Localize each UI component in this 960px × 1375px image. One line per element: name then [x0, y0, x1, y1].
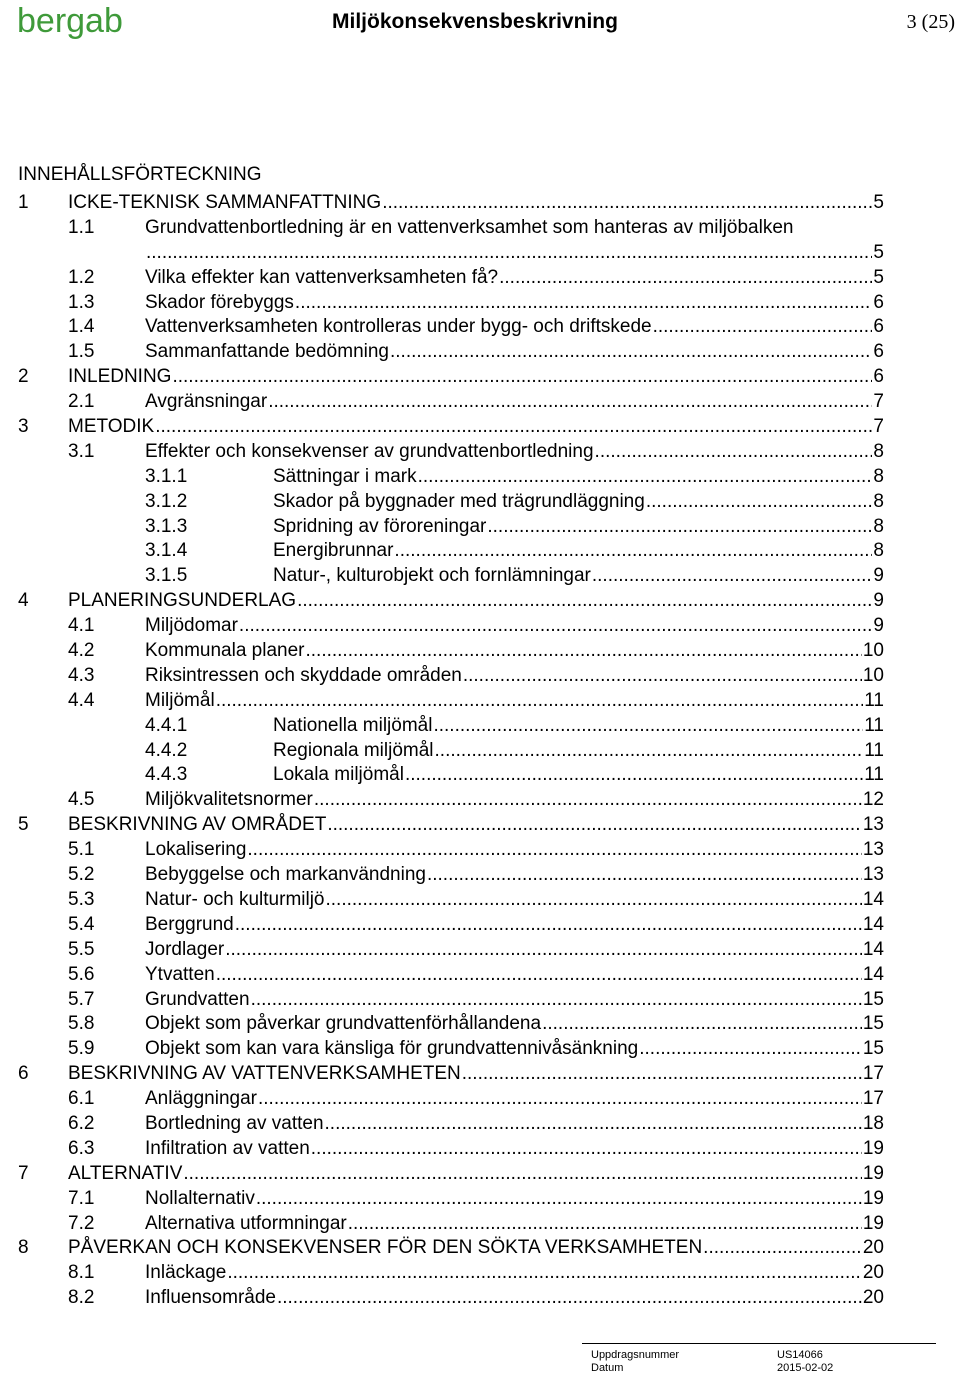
toc-entry-title: BESKRIVNING AV VATTENVERKSAMHETEN: [68, 1063, 461, 1085]
footer-value-assignment: US14066: [777, 1349, 823, 1361]
toc-entry-line: [273, 465, 884, 490]
toc-entry-title: METODIK: [68, 416, 155, 438]
toc-entry-page: 8: [873, 490, 884, 512]
toc-entry[interactable]: [0, 1037, 960, 1062]
toc-entry-line: [145, 1187, 884, 1212]
toc-entry-number: 6: [18, 1063, 29, 1085]
toc-entry[interactable]: [0, 1062, 960, 1087]
toc-entry-title: Effekter och konsekvenser av grundvattenbortledning: [145, 440, 594, 462]
toc-dot-leader: [435, 739, 864, 764]
toc-dot-leader: [227, 1261, 862, 1286]
bergab-logo: [17, 2, 129, 52]
toc-entry-title: Anläggningar: [145, 1088, 257, 1110]
toc-entry-number: 1.1: [68, 216, 95, 238]
toc-entry[interactable]: [0, 539, 960, 564]
toc-entry-number: 5.8: [68, 1013, 95, 1035]
toc-entry-number: 7.2: [68, 1212, 95, 1234]
toc-entry-page: 9: [873, 615, 884, 637]
toc-entry-line: [273, 714, 884, 739]
footer-label-assignment: Uppdragsnummer: [591, 1349, 680, 1361]
toc-entry-line: [68, 589, 884, 614]
toc-entry-title: Nollalternativ: [145, 1187, 255, 1209]
toc-entry-title: Natur-, kulturobjekt och fornlämningar: [273, 565, 591, 587]
toc-entry-number: 4.4.3: [145, 764, 188, 786]
toc-entry-line: [145, 988, 884, 1013]
toc-heading: INNEHÅLLSFÖRTECKNING: [18, 164, 262, 185]
toc-entry-page: 10: [862, 664, 884, 686]
toc-entry-number: 5.9: [68, 1038, 95, 1060]
toc-entry-title: Jordlager: [145, 938, 225, 960]
toc-dot-leader: [326, 888, 862, 913]
toc-entry-number: 1.4: [68, 316, 95, 338]
toc-entry-title: Grundvatten: [145, 988, 250, 1010]
toc-dot-leader: [172, 365, 872, 390]
toc-entry[interactable]: [0, 1212, 960, 1237]
toc-entry-line: [273, 539, 884, 564]
toc-entry-page: 6: [873, 291, 884, 313]
toc-entry-page: 14: [862, 888, 884, 910]
toc-entry-page: 15: [862, 1013, 884, 1035]
toc-entry-line: [145, 315, 884, 340]
toc-entry-title: Skador på byggnader med trägrundläggning: [273, 490, 645, 512]
toc-entry[interactable]: [0, 564, 960, 589]
toc-entry[interactable]: [0, 1261, 960, 1286]
toc-dot-leader: [295, 291, 873, 316]
toc-entry-title: BESKRIVNING AV OMRÅDET: [68, 814, 327, 836]
toc-entry-page: 17: [862, 1063, 884, 1085]
toc-dot-leader: [146, 241, 872, 266]
toc-dot-leader: [216, 963, 862, 988]
toc-entry[interactable]: [0, 390, 960, 415]
toc-entry[interactable]: [0, 614, 960, 639]
toc-dot-leader: [433, 714, 863, 739]
toc-entry-page: 19: [862, 1137, 884, 1159]
toc-entry-title: Lokala miljömål: [273, 764, 404, 786]
toc-entry-number: 5.5: [68, 938, 95, 960]
toc-dot-leader: [592, 564, 873, 589]
toc-entry-line: [145, 963, 884, 988]
toc-entry-title: Berggrund: [145, 913, 234, 935]
toc-dot-leader: [256, 1187, 862, 1212]
toc-entry-title: Infiltration av vatten: [145, 1137, 310, 1159]
toc-entry[interactable]: [0, 838, 960, 863]
toc-dot-leader: [390, 340, 872, 365]
toc-entry-number: 7.1: [68, 1187, 95, 1209]
toc-dot-leader: [239, 614, 873, 639]
toc-dot-leader: [251, 988, 862, 1013]
toc-entry[interactable]: [0, 788, 960, 813]
toc-entry-title: Objekt som påverkar grundvattenförhållandena: [145, 1013, 542, 1035]
toc-dot-leader: [499, 266, 872, 291]
toc-entry-page: 11: [864, 714, 884, 736]
toc-entry-title: Kommunala planer: [145, 640, 305, 662]
toc-entry-number: 3.1.1: [145, 465, 188, 487]
toc-dot-leader: [427, 863, 862, 888]
toc-entry-page: 5: [873, 241, 884, 263]
toc-entry-line: [273, 515, 884, 540]
toc-entry[interactable]: [0, 714, 960, 739]
toc-entry-title: Avgränsningar: [145, 391, 268, 413]
toc-entry[interactable]: [0, 963, 960, 988]
footer-divider: [582, 1343, 936, 1344]
toc-entry[interactable]: [0, 465, 960, 490]
toc-entry-number: 4.3: [68, 664, 95, 686]
toc-entry-title: Skador förebyggs: [145, 291, 294, 313]
toc-entry-number: 8: [18, 1237, 29, 1259]
toc-entry-title: PLANERINGSUNDERLAG: [68, 590, 297, 612]
toc-entry-page: 8: [873, 465, 884, 487]
toc-entry-title: Vilka effekter kan vattenverksamheten få?: [145, 266, 499, 288]
toc-entry[interactable]: [0, 1286, 960, 1311]
toc-entry-number: 4.4.1: [145, 714, 188, 736]
toc-dot-leader: [646, 490, 873, 515]
toc-entry-number: 4.4.2: [145, 739, 188, 761]
toc-dot-leader: [418, 465, 873, 490]
toc-entry-page: 9: [873, 590, 884, 612]
toc-dot-leader: [268, 390, 872, 415]
toc-entry-title: Bortledning av vatten: [145, 1112, 324, 1134]
toc-entry-line: [145, 291, 884, 316]
toc-entry-line: [145, 838, 884, 863]
toc-entry[interactable]: [0, 415, 960, 440]
toc-dot-leader: [463, 664, 862, 689]
toc-entry-page: 6: [873, 316, 884, 338]
toc-entry[interactable]: [0, 1112, 960, 1137]
footer-values: [777, 1349, 833, 1375]
toc-dot-leader: [653, 315, 873, 340]
toc-entry[interactable]: [0, 1137, 960, 1162]
toc-entry[interactable]: [0, 689, 960, 714]
toc-entry-title: Sättningar i mark: [273, 465, 417, 487]
toc-entry-title: Bebyggelse och markanvändning: [145, 864, 426, 886]
toc-entry[interactable]: [0, 913, 960, 938]
toc-entry-line: [145, 1087, 884, 1112]
toc-entry-title: Sammanfattande bedömning: [145, 341, 389, 363]
toc-dot-leader: [225, 938, 862, 963]
toc-entry-page: 19: [862, 1162, 884, 1184]
toc-entry-number: 3: [18, 416, 29, 438]
toc-entry[interactable]: [0, 763, 960, 788]
toc-entry[interactable]: [0, 813, 960, 838]
toc-dot-leader: [258, 1087, 862, 1112]
toc-entry-number: 2.1: [68, 391, 95, 413]
toc-entry-number: 3.1: [68, 440, 95, 462]
toc-entry-number: 5.3: [68, 888, 95, 910]
toc-entry-line: [68, 415, 884, 440]
toc-entry-number: 4.2: [68, 640, 95, 662]
footer-value-date: 2015-02-02: [777, 1362, 834, 1374]
toc-entry[interactable]: [0, 639, 960, 664]
table-of-contents: [0, 191, 960, 1311]
toc-entry-number: 3.1.5: [145, 565, 188, 587]
toc-dot-leader: [183, 1162, 861, 1187]
toc-entry-number: 7: [18, 1162, 29, 1184]
toc-dot-leader: [311, 1137, 862, 1162]
toc-entry[interactable]: [0, 1012, 960, 1037]
toc-entry-number: 6.1: [68, 1088, 95, 1110]
toc-entry-title: PÅVERKAN OCH KONSEKVENSER FÖR DEN SÖKTA VERKSAMHETEN: [68, 1237, 703, 1259]
toc-entry-title: Lokalisering: [145, 839, 247, 861]
toc-entry-page: 5: [873, 266, 884, 288]
toc-dot-leader: [247, 838, 861, 863]
toc-dot-leader: [462, 1062, 862, 1087]
toc-entry-page: 7: [873, 416, 884, 438]
toc-entry[interactable]: [0, 440, 960, 465]
toc-entry-line: [145, 1137, 884, 1162]
toc-entry-number: 4.5: [68, 789, 95, 811]
toc-entry-number: 5.7: [68, 988, 95, 1010]
toc-entry-title: Vattenverksamheten kontrolleras under bygg- och driftskede: [145, 316, 652, 338]
toc-entry-page: 13: [862, 814, 884, 836]
toc-entry-page: 9: [873, 565, 884, 587]
toc-entry-number: 3.1.3: [145, 515, 188, 537]
page-number: 3 (25): [906, 11, 955, 33]
toc-entry-line: [145, 938, 884, 963]
toc-entry-page: 8: [873, 515, 884, 537]
toc-entry[interactable]: [0, 216, 960, 241]
toc-entry-line: [68, 1162, 884, 1187]
toc-entry-title: Alternativa utformningar: [145, 1212, 347, 1234]
toc-entry[interactable]: [0, 589, 960, 614]
toc-entry-page: 10: [862, 640, 884, 662]
toc-entry-line: [68, 813, 884, 838]
toc-dot-leader: [487, 515, 872, 540]
toc-entry-page: 19: [862, 1212, 884, 1234]
toc-entry-title: ICKE-TEKNISK SAMMANFATTNING: [68, 192, 382, 213]
toc-entry-page: 11: [864, 739, 884, 761]
toc-entry-number: 5.4: [68, 913, 95, 935]
toc-entry-number: 4.1: [68, 615, 95, 637]
toc-dot-leader: [297, 589, 872, 614]
toc-entry-number: 3.1.2: [145, 490, 188, 512]
toc-dot-leader: [394, 539, 872, 564]
toc-entry-line: [68, 191, 884, 216]
toc-dot-leader: [277, 1286, 862, 1311]
toc-dot-leader: [703, 1236, 862, 1261]
toc-entry-number: 3.1.4: [145, 540, 188, 562]
toc-entry-title: Inläckage: [145, 1262, 227, 1284]
toc-dot-leader: [542, 1012, 862, 1037]
toc-entry-title: ALTERNATIV: [68, 1162, 183, 1184]
toc-entry-page: 5: [873, 192, 884, 213]
toc-dot-leader: [314, 788, 862, 813]
toc-entry-title: Grundvattenbortledning är en vattenverksamhet som hanteras av miljöbalken: [145, 216, 794, 238]
toc-entry-page: 11: [864, 764, 884, 786]
toc-entry-line: [145, 888, 884, 913]
toc-entry-line: [145, 614, 884, 639]
toc-entry-page: 6: [873, 341, 884, 363]
toc-entry-page: 8: [873, 440, 884, 462]
toc-entry-page: 14: [862, 938, 884, 960]
toc-entry[interactable]: [0, 291, 960, 316]
toc-entry-number: 6.3: [68, 1137, 95, 1159]
toc-entry[interactable]: [0, 1187, 960, 1212]
toc-dot-leader: [595, 440, 873, 465]
toc-entry-page: 17: [862, 1088, 884, 1110]
toc-entry-line: [273, 739, 884, 764]
toc-entry-line: [145, 1012, 884, 1037]
toc-entry-line: [68, 365, 884, 390]
toc-entry-number: 8.1: [68, 1262, 95, 1284]
toc-entry-page: 15: [862, 1038, 884, 1060]
toc-entry-number: 8.2: [68, 1287, 95, 1309]
toc-entry[interactable]: [0, 863, 960, 888]
toc-entry-number: 1.5: [68, 341, 95, 363]
toc-entry[interactable]: [0, 490, 960, 515]
toc-entry[interactable]: [0, 1162, 960, 1187]
toc-entry-number: 5: [18, 814, 29, 836]
toc-entry-line: [145, 913, 884, 938]
footer-label-date: Datum: [591, 1362, 624, 1374]
toc-entry-title: Energibrunnar: [273, 540, 394, 562]
toc-entry-title: Spridning av föroreningar: [273, 515, 487, 537]
toc-dot-leader: [155, 415, 872, 440]
toc-entry-line: [145, 639, 884, 664]
toc-dot-leader: [327, 813, 862, 838]
logo-text: bergab: [17, 2, 123, 40]
toc-entry-page: 8: [873, 540, 884, 562]
toc-entry-page: 20: [862, 1237, 884, 1259]
toc-entry[interactable]: [0, 888, 960, 913]
toc-entry[interactable]: [0, 664, 960, 689]
toc-entry-page: 20: [862, 1262, 884, 1284]
toc-entry[interactable]: [0, 365, 960, 390]
toc-entry-line: [273, 564, 884, 589]
toc-entry-title: Riksintressen och skyddade områden: [145, 664, 462, 686]
toc-entry-page: 11: [864, 689, 884, 711]
toc-dot-leader: [325, 1112, 862, 1137]
toc-entry-line: [145, 340, 884, 365]
toc-entry[interactable]: [0, 315, 960, 340]
toc-entry-line: [145, 863, 884, 888]
toc-entry-title: Miljödomar: [145, 615, 238, 637]
toc-entry-page: 19: [862, 1187, 884, 1209]
toc-entry-line: [145, 1112, 884, 1137]
toc-entry[interactable]: [0, 191, 960, 216]
toc-entry-title: Objekt som kan vara känsliga för grundvattennivåsänkning: [145, 1038, 639, 1060]
toc-entry-line: [145, 788, 884, 813]
toc-entry[interactable]: [0, 515, 960, 540]
toc-entry-title: Ytvatten: [145, 963, 215, 985]
toc-entry[interactable]: [0, 1087, 960, 1112]
toc-entry[interactable]: [0, 988, 960, 1013]
toc-dot-leader: [639, 1037, 862, 1062]
toc-entry-page: 12: [862, 789, 884, 811]
toc-entry-line: [145, 241, 884, 266]
toc-entry-title: Nationella miljömål: [273, 714, 433, 736]
toc-dot-leader: [382, 191, 872, 216]
toc-entry[interactable]: [0, 266, 960, 291]
toc-entry-number: 5.6: [68, 963, 95, 985]
toc-entry-line: [273, 490, 884, 515]
toc-entry[interactable]: [0, 340, 960, 365]
toc-entry-title: Miljökvalitetsnormer: [145, 789, 313, 811]
toc-entry-number: 5.1: [68, 839, 95, 861]
toc-entry-number: 5.2: [68, 864, 95, 886]
toc-entry-page: 13: [862, 864, 884, 886]
toc-entry-title: Regionala miljömål: [273, 739, 434, 761]
toc-dot-leader: [305, 639, 861, 664]
toc-entry-page: 20: [862, 1287, 884, 1309]
toc-entry-number: 1.3: [68, 291, 95, 313]
toc-dot-leader: [348, 1212, 862, 1237]
toc-entry-line: [145, 664, 884, 689]
toc-entry-line: [145, 1212, 884, 1237]
toc-entry-line: [273, 763, 884, 788]
toc-entry-page: 6: [873, 366, 884, 388]
toc-entry-page: 7: [873, 391, 884, 413]
toc-entry[interactable]: [0, 739, 960, 764]
toc-dot-leader: [235, 913, 862, 938]
toc-entry-line: [145, 1261, 884, 1286]
toc-entry-page: 14: [862, 913, 884, 935]
toc-entry-title: Natur- och kulturmiljö: [145, 888, 325, 910]
toc-entry[interactable]: [0, 241, 960, 266]
toc-entry-page: 18: [862, 1112, 884, 1134]
toc-entry-title: Influensområde: [145, 1287, 276, 1309]
toc-entry-number: 4: [18, 590, 29, 612]
toc-entry-number: 1: [18, 192, 29, 213]
toc-entry-number: 4.4: [68, 689, 95, 711]
toc-entry-number: 2: [18, 366, 29, 388]
toc-entry-line: [145, 1286, 884, 1311]
toc-entry-number: 1.2: [68, 266, 95, 288]
toc-entry-line: [68, 1062, 884, 1087]
toc-entry-page: 15: [862, 988, 884, 1010]
toc-dot-leader: [216, 689, 864, 714]
toc-entry[interactable]: [0, 938, 960, 963]
toc-entry-line: [145, 390, 884, 415]
document-title: Miljökonsekvensbeskrivning: [332, 10, 618, 33]
toc-entry-line: [145, 216, 884, 241]
toc-entry-page: 13: [862, 839, 884, 861]
toc-entry-title: Miljömål: [145, 689, 215, 711]
toc-dot-leader: [405, 763, 863, 788]
toc-entry-line: [145, 1037, 884, 1062]
toc-entry[interactable]: [0, 1236, 960, 1261]
toc-entry-line: [68, 1236, 884, 1261]
toc-entry-number: 6.2: [68, 1112, 95, 1134]
toc-entry-line: [145, 266, 884, 291]
toc-entry-page: 14: [862, 963, 884, 985]
footer-labels: [591, 1349, 679, 1375]
toc-entry-title: INLEDNING: [68, 366, 172, 388]
toc-entry-line: [145, 689, 884, 714]
toc-entry-line: [145, 440, 884, 465]
